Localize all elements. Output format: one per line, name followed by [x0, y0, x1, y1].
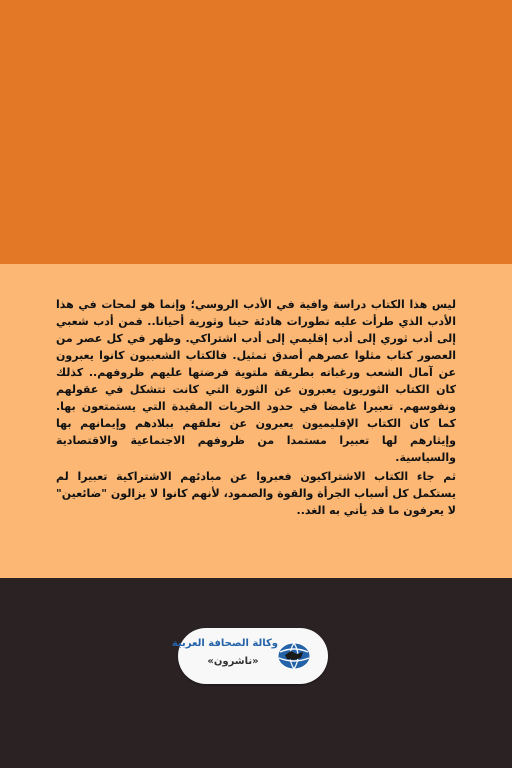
top-color-band	[0, 0, 512, 264]
blurb-paragraph-2: ثم جاء الكتاب الاشتراكيون فعبروا عن مبادئهم الاشتراكية تعبيرا لم يستكمل كل أسباب الجرأة والقوة والصمود، لأنهم كانوا لا يزالون "ضائعين" لا يعرفون ما قد يأتي به الغد..	[56, 470, 456, 517]
globe-emblem-icon	[276, 640, 312, 672]
blurb-paragraph-1: ليس هذا الكتاب دراسة وافية في الأدب الروسي؛ وإنما هو لمحات في هذا الأدب الذي طرأت عليه تطورات هادئة حينا وثورية أحيانا.. فمن أدب شعبي إلى أدب ثوري إلى أدب إقليمي إلى أدب اشتراكي. وظهر في كل عصر من العصور كتاب مثلوا عصرهم أصدق تمثيل. فالكتاب الشعبيون كانوا يعبرون عن آمال الشعب ورغباته بطريقة ملتوية فرضتها عليهم ظروفهم.. كذلك كان الكتاب الثوريون يعبرون عن الثورة التي كانت تتشكل في عقولهم ونفوسهم. تعبيرا غامضا في حدود الحريات المقيدة التي يستمتعون بها. كما كان الكتاب الإقليميون يعبرون عن تعلقهم ببلادهم وإيمانهم بها وإيثارهم لها تعبيرا مستمدا من ظروفهم الاجتماعية والاقتصادية والسياسية.	[56, 298, 456, 464]
publisher-subtitle: «ناشرون»	[207, 656, 259, 667]
publisher-name: وكالة الصحافة العربية	[171, 638, 278, 649]
publisher-logo	[171, 628, 328, 684]
blurb-text	[56, 296, 456, 521]
